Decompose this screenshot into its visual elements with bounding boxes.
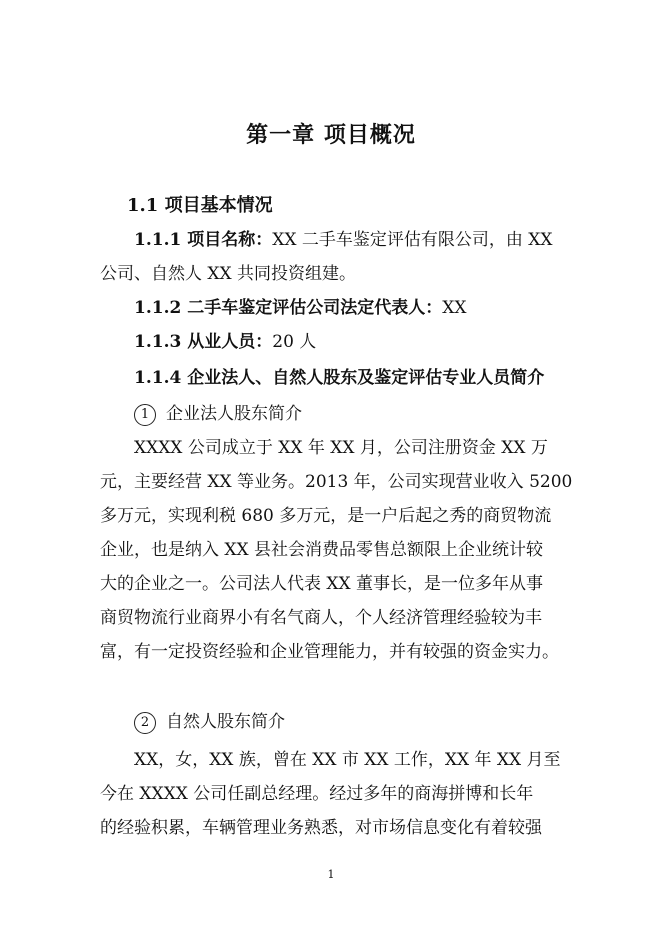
circled-number-icon: 2 <box>134 712 156 734</box>
item-1-1-3-label: 1.1.3 从业人员： <box>134 332 273 352</box>
paragraph-line: 富，有一定投资经验和企业管理能力，并有较强的资金实力。 <box>100 642 559 662</box>
sub-1-title: 企业法人股东简介 <box>166 404 302 424</box>
paragraph-line: XXXX 公司成立于 XX 年 XX 月，公司注册资金 XX 万 <box>134 438 548 458</box>
item-1-1-1-line2: 公司、自然人 XX 共同投资组建。 <box>100 264 357 284</box>
section-title-1-1: 1.1 项目基本情况 <box>127 195 273 216</box>
chapter-title: 第一章 项目概况 <box>246 122 416 148</box>
item-1-1-2-label: 1.1.2 二手车鉴定评估公司法定代表人： <box>134 298 443 318</box>
item-1-1-3-value: 20 人 <box>272 332 317 352</box>
paragraph-line: 大的企业之一。公司法人代表 XX 董事长，是一位多年从事 <box>100 574 544 594</box>
paragraph-line: 元，主要经营 XX 等业务。2013 年，公司实现营业收入 5200 <box>100 472 573 492</box>
paragraph-line: 的经验积累，车辆管理业务熟悉，对市场信息变化有着较强 <box>100 818 542 838</box>
item-1-1-2-value: XX <box>442 298 467 318</box>
paragraph-line: XX，女，XX 族，曾在 XX 市 XX 工作，XX 年 XX 月至 <box>134 750 561 770</box>
item-1-1-1-line1 <box>134 228 552 252</box>
paragraph-line: 企业，也是纳入 XX 县社会消费品零售总额限上企业统计较 <box>100 540 544 560</box>
circled-number-icon: 1 <box>134 404 156 426</box>
sub-2-heading <box>134 710 285 734</box>
page-number: 1 <box>327 868 335 881</box>
paragraph-line: 今在 XXXX 公司任副总经理。经过多年的商海拼博和长年 <box>100 784 534 804</box>
item-1-1-1-label: 1.1.1 项目名称： <box>134 230 273 250</box>
paragraph-line: 商贸物流行业商界小有名气商人，个人经济管理经验较为丰 <box>100 608 542 628</box>
paragraph-line: 多万元，实现利税 680 多万元，是一户后起之秀的商贸物流 <box>100 506 552 526</box>
item-1-1-1-text: XX 二手车鉴定评估有限公司，由 XX <box>272 230 553 250</box>
item-1-1-3 <box>134 330 316 354</box>
sub-2-title: 自然人股东简介 <box>166 712 285 732</box>
sub-1-heading <box>134 402 302 426</box>
item-1-1-4-title: 1.1.4 企业法人、自然人股东及鉴定评估专业人员简介 <box>134 368 545 388</box>
item-1-1-2 <box>134 296 466 320</box>
